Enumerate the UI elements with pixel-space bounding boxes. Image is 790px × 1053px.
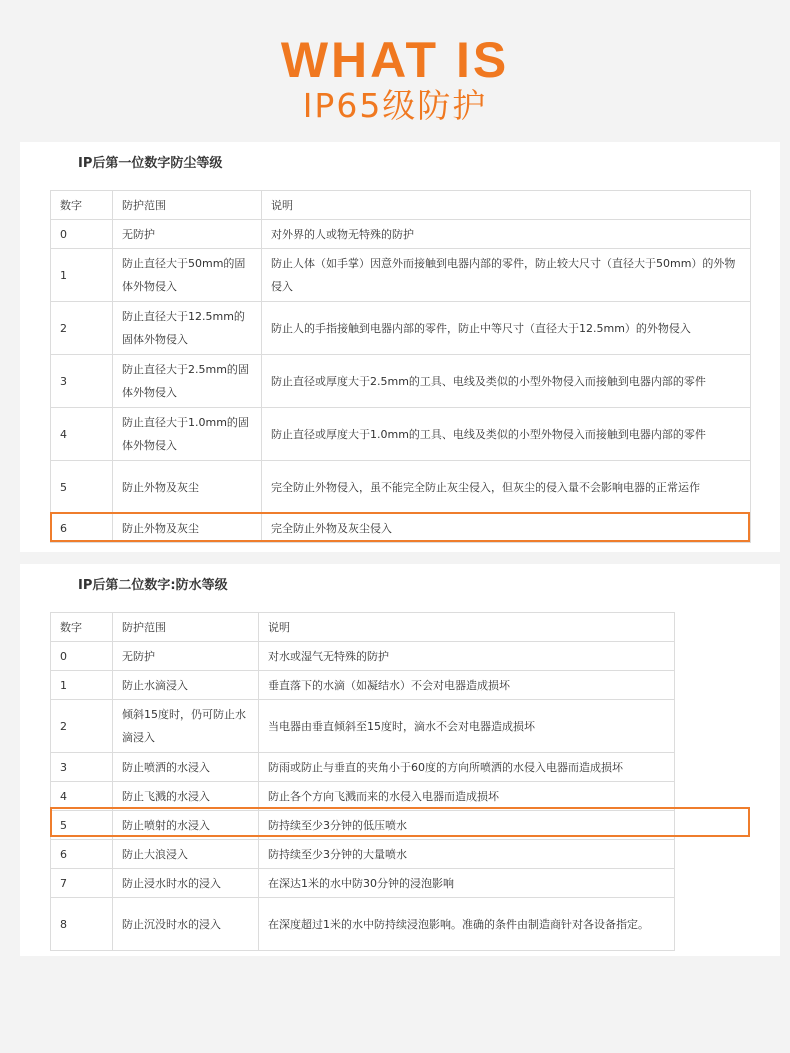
row-range: 无防护 [113, 642, 259, 671]
column-header-range: 防护范围 [113, 191, 262, 220]
table-row [51, 700, 675, 753]
column-header-number: 数字 [51, 191, 113, 220]
table-row [51, 355, 751, 408]
table-row [51, 642, 675, 671]
row-description: 当电器由垂直倾斜至15度时，滴水不会对电器造成损坏 [259, 700, 675, 753]
table-header-row [51, 191, 751, 220]
row-range: 防止直径大于12.5mm的固体外物侵入 [113, 302, 262, 355]
row-description: 防持续至少3分钟的大量喷水 [259, 840, 675, 869]
row-description: 垂直落下的水滴（如凝结水）不会对电器造成损坏 [259, 671, 675, 700]
table-header-row [51, 613, 675, 642]
row-number: 2 [51, 302, 113, 355]
table-row-highlighted [51, 514, 751, 543]
row-range: 防止外物及灰尘 [113, 514, 262, 543]
row-number: 6 [51, 840, 113, 869]
water-rating-title: IP后第二位数字:防水等级 [78, 578, 228, 593]
row-range: 防止直径大于2.5mm的固体外物侵入 [113, 355, 262, 408]
table-row [51, 302, 751, 355]
table-row [51, 461, 751, 514]
row-description: 防止各个方向飞溅而来的水侵入电器而造成损坏 [259, 782, 675, 811]
row-range: 防止水滴浸入 [113, 671, 259, 700]
row-description: 防止人的手指接触到电器内部的零件，防止中等尺寸（直径大于12.5mm）的外物侵入 [262, 302, 751, 355]
row-description: 完全防止外物及灰尘侵入 [262, 514, 751, 543]
row-range: 防止直径大于50mm的固体外物侵入 [113, 249, 262, 302]
table-row [51, 220, 751, 249]
row-description: 防雨或防止与垂直的夹角小于60度的方向所喷洒的水侵入电器而造成损坏 [259, 753, 675, 782]
row-number: 7 [51, 869, 113, 898]
table-row-highlighted [51, 811, 675, 840]
row-range: 防止飞溅的水浸入 [113, 782, 259, 811]
row-range: 防止沉没时水的浸入 [113, 898, 259, 951]
row-description: 防止直径或厚度大于2.5mm的工具、电线及类似的小型外物侵入而接触到电器内部的零件 [262, 355, 751, 408]
dust-rating-panel [20, 142, 780, 552]
row-number: 0 [51, 642, 113, 671]
water-rating-table [50, 612, 675, 951]
hero-header [0, 0, 790, 140]
row-number: 2 [51, 700, 113, 753]
row-description: 对水或湿气无特殊的防护 [259, 642, 675, 671]
row-number: 0 [51, 220, 113, 249]
water-rating-panel [20, 564, 780, 956]
hero-title: WHAT IS [280, 32, 510, 88]
column-header-description: 说明 [259, 613, 675, 642]
table-row [51, 840, 675, 869]
row-number: 6 [51, 514, 113, 543]
table-row [51, 249, 751, 302]
table-row [51, 753, 675, 782]
row-description: 防持续至少3分钟的低压喷水 [259, 811, 675, 840]
row-range: 防止喷射的水浸入 [113, 811, 259, 840]
table-row [51, 898, 675, 951]
row-range: 防止大浪浸入 [113, 840, 259, 869]
row-range: 无防护 [113, 220, 262, 249]
row-number: 1 [51, 671, 113, 700]
row-range: 防止直径大于1.0mm的固体外物侵入 [113, 408, 262, 461]
dust-rating-table [50, 190, 751, 543]
column-header-number: 数字 [51, 613, 113, 642]
row-number: 5 [51, 811, 113, 840]
table-row [51, 671, 675, 700]
table-row [51, 408, 751, 461]
row-description: 在深达1米的水中防30分钟的浸泡影响 [259, 869, 675, 898]
row-range: 防止外物及灰尘 [113, 461, 262, 514]
row-number: 3 [51, 355, 113, 408]
table-row [51, 782, 675, 811]
row-range: 倾斜15度时，仍可防止水滴浸入 [113, 700, 259, 753]
row-description: 防止直径或厚度大于1.0mm的工具、电线及类似的小型外物侵入而接触到电器内部的零件 [262, 408, 751, 461]
row-number: 8 [51, 898, 113, 951]
row-number: 4 [51, 408, 113, 461]
row-description: 防止人体（如手掌）因意外而接触到电器内部的零件，防止较大尺寸（直径大于50mm）的外物侵入 [262, 249, 751, 302]
hero-subtitle: IP65级防护 [302, 86, 488, 125]
row-number: 5 [51, 461, 113, 514]
column-header-range: 防护范围 [113, 613, 259, 642]
row-number: 3 [51, 753, 113, 782]
row-number: 1 [51, 249, 113, 302]
row-description: 完全防止外物侵入，虽不能完全防止灰尘侵入，但灰尘的侵入量不会影响电器的正常运作 [262, 461, 751, 514]
row-description: 对外界的人或物无特殊的防护 [262, 220, 751, 249]
row-range: 防止喷洒的水浸入 [113, 753, 259, 782]
row-number: 4 [51, 782, 113, 811]
column-header-description: 说明 [262, 191, 751, 220]
row-range: 防止浸水时水的浸入 [113, 869, 259, 898]
table-row [51, 869, 675, 898]
dust-rating-title: IP后第一位数字防尘等级 [78, 156, 223, 171]
row-description: 在深度超过1米的水中防持续浸泡影响。准确的条件由制造商针对各设备指定。 [259, 898, 675, 951]
